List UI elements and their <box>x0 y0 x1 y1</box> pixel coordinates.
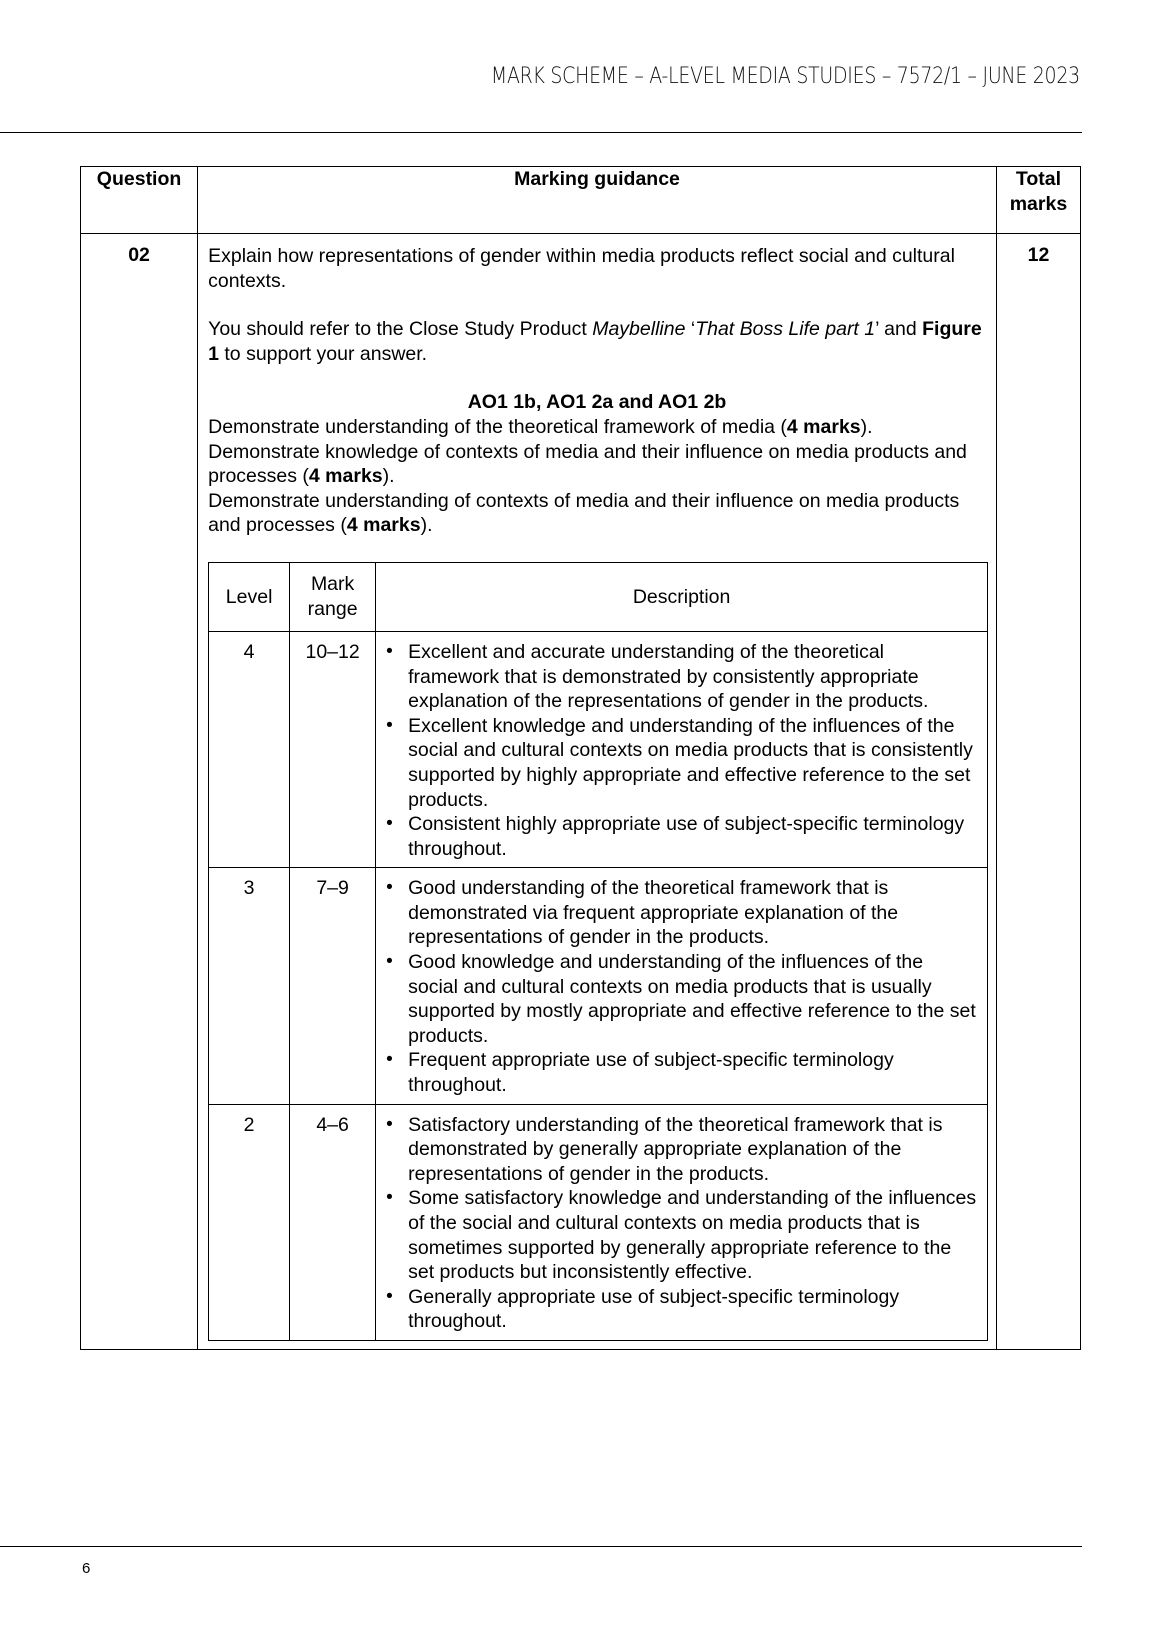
mark-range-column-header <box>290 562 376 631</box>
levels-table <box>208 562 988 1341</box>
ao-item-end: ). <box>860 415 873 438</box>
mark-range: 10–12 <box>290 631 376 867</box>
description-bullet: • Satisfactory understanding of the theoretical framework that is demonstrated by generally appropriate explanation of the representations of gender in the products. <box>384 1113 977 1187</box>
level-row <box>209 868 988 1104</box>
total-header-line2: marks <box>1009 193 1068 215</box>
refer-and: and <box>878 318 923 341</box>
description-bullet: • Frequent appropriate use of subject-specific terminology throughout. <box>384 1048 977 1097</box>
mark-scheme-table <box>80 166 1081 1350</box>
description-bullet: • Good understanding of the theoretical framework that is demonstrated via frequent appropriate explanation of the representations of gender in the products. <box>384 876 977 950</box>
level-description <box>376 868 988 1104</box>
product-title: That Boss Life part 1 <box>695 318 876 341</box>
mark-range-line1: Mark <box>310 573 355 596</box>
ao-item-marks: 4 marks <box>308 465 383 488</box>
mark-scheme-header-row <box>81 167 1081 234</box>
level-number: 2 <box>209 1104 290 1340</box>
level-column-header: Level <box>209 562 290 631</box>
ao-item <box>208 489 986 538</box>
total-header-line1: Total <box>1015 168 1062 190</box>
description-bullet: • Consistent highly appropriate use of subject-specific terminology throughout. <box>384 812 977 861</box>
footer-divider <box>0 1546 1082 1547</box>
quote-open: ‘ <box>685 318 696 341</box>
refer-instruction <box>208 317 986 366</box>
assessment-objectives-title: AO1 1b, AO1 2a and AO1 2b <box>467 391 727 414</box>
description-bullet: • Generally appropriate use of subject-specific terminology throughout. <box>384 1285 977 1334</box>
refer-text: You should refer to the Close Study Product <box>208 318 593 341</box>
question-prompt: Explain how representations of gender within media products reflect social and cultural contexts. <box>208 245 955 292</box>
levels-header-row <box>209 562 988 631</box>
ao-item-text: Demonstrate understanding of contexts of media and their influence on media products and processes ( <box>208 489 960 537</box>
ao-item-text: Demonstrate understanding of the theoretical framework of media ( <box>208 415 787 438</box>
header-divider <box>0 132 1082 133</box>
ao-item-marks: 4 marks <box>346 514 421 537</box>
running-header-title: MARK SCHEME – A-LEVEL MEDIA STUDIES – 7572/1 – JUNE 2023 <box>490 64 1080 89</box>
guidance-column-header: Marking guidance <box>198 167 997 234</box>
mark-range: 7–9 <box>290 868 376 1104</box>
ao-item-marks: 4 marks <box>786 415 861 438</box>
level-description <box>376 1104 988 1340</box>
ao-item-end: ). <box>382 465 395 488</box>
question-number: 02 <box>81 234 198 1350</box>
description-column-header: Description <box>376 562 988 631</box>
figure-reference: Figure 1 <box>208 318 982 365</box>
page-number: 6 <box>82 1560 91 1577</box>
level-row <box>209 1104 988 1340</box>
mark-range: 4–6 <box>290 1104 376 1340</box>
marking-guidance-cell <box>198 234 997 1350</box>
level-number: 4 <box>209 631 290 867</box>
question-row <box>81 234 1081 1350</box>
ao-item <box>208 440 986 489</box>
ao-item-text: Demonstrate knowledge of contexts of media and their influence on media products and processes ( <box>208 440 967 488</box>
description-bullet: • Good knowledge and understanding of the influences of the social and cultural contexts on media products that is usually supported by mostly appropriate and effective reference to the set products. <box>384 950 977 1048</box>
description-bullet: • Excellent knowledge and understanding of the influences of the social and cultural contexts on media products that is consistently supported by highly appropriate and effective reference to the set products. <box>384 714 977 812</box>
total-marks-column-header <box>996 167 1080 234</box>
description-bullet: • Excellent and accurate understanding of the theoretical framework that is demonstrated by consistently appropriate explanation of the representations of gender in the products. <box>384 640 977 714</box>
level-number: 3 <box>209 868 290 1104</box>
level-description <box>376 631 988 867</box>
quote-close: ’ <box>875 318 879 341</box>
level-row <box>209 631 988 867</box>
total-marks-value: 12 <box>996 234 1080 1350</box>
description-bullet: • Some satisfactory knowledge and understanding of the influences of the social and cultural contexts on media products that is sometimes supported by generally appropriate reference to the set products but inconsistently effective. <box>384 1186 977 1284</box>
mark-range-line2: range <box>307 597 358 620</box>
ao-item <box>208 415 986 440</box>
product-brand: Maybelline <box>592 318 686 341</box>
refer-end: to support your answer. <box>218 342 428 365</box>
ao-item-end: ). <box>420 514 433 537</box>
question-column-header: Question <box>81 167 198 234</box>
